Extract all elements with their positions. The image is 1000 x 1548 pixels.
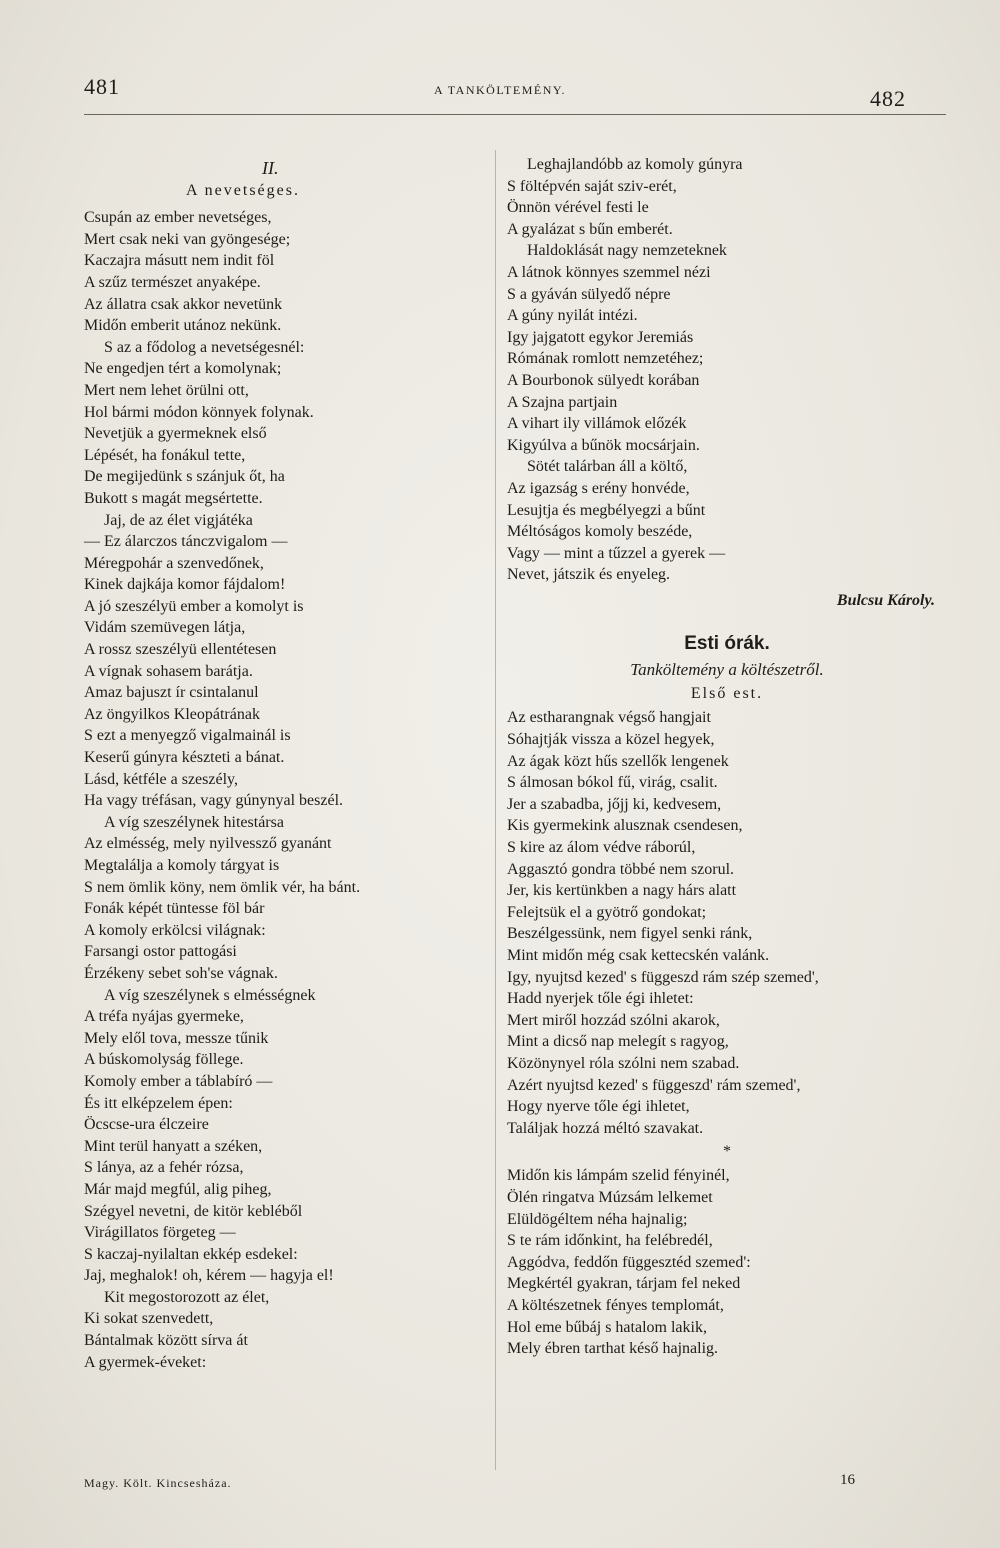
poem-line: Midőn kis lámpám szelid fényinél, (507, 1167, 730, 1185)
running-title: A TANKÖLTEMÉNY. (434, 83, 566, 97)
poem-line: A gyermek-éveket: (84, 1353, 207, 1371)
poem-line: A vígnak sohasem barátja. (84, 662, 253, 680)
poem-line: A Szajna partjain (507, 393, 618, 411)
poem-line: Bántalmak között sírva át (84, 1332, 248, 1350)
poem-line: Az ágak közt hűs szellők lengenek (507, 752, 729, 770)
poem-line: Lépését, ha fonákul tette, (84, 446, 246, 464)
poem-line: Ki sokat szenvedett, (84, 1310, 214, 1328)
poem-line: Az állatra csak akkor nevetünk (84, 295, 283, 313)
section-number: II. (262, 158, 279, 178)
poem-line: Haldoklását nagy nemzeteknek (527, 242, 727, 260)
header-rule (84, 114, 946, 115)
poem-line: Az estharangnak végső hangjait (507, 709, 711, 727)
poem-line: Ölén ringatva Múzsám lelkemet (507, 1188, 713, 1206)
poem-line: Aggódva, feddőn függesztéd szemed': (507, 1253, 751, 1271)
poem-line: A rossz szeszélyü ellentétesen (84, 641, 277, 659)
poem-line: A Bourbonok sülyedt korában (507, 371, 700, 389)
poem-line: S lánya, az a fehér rózsa, (84, 1159, 244, 1177)
poem-line: Kinek dajkája komor fájdalom! (84, 576, 286, 594)
poem-line: Mely ébren tarthat késő hajnalig. (507, 1340, 719, 1358)
right-column (507, 154, 947, 1360)
poem-line: Virágillatos förgeteg — (84, 1224, 236, 1242)
poem-line: Az igazság s erény honvéde, (507, 479, 690, 497)
poem-line: Csupán az ember nevetséges, (84, 209, 272, 227)
poem-line: S föltépvén saját sziv-erét, (507, 177, 677, 195)
poem-line: Öcscse-ura élczeire (84, 1116, 209, 1134)
part-title: Első est. (690, 685, 764, 703)
poem-line: A jó szeszélyü ember a komolyt is (84, 597, 304, 615)
poem-line: Jaj, meghalok! oh, kérem — hagyja el! (84, 1267, 334, 1285)
poem-line: Hol bármi módon könnyek folynak. (84, 403, 314, 421)
poem-line: Találjak hozzá méltó szavakat. (507, 1119, 704, 1137)
footer-source: Magy. Költ. Kincsesháza. (84, 1476, 232, 1490)
poem-line: Mert csak neki van gyöngesége; (84, 230, 291, 248)
poem-line: S álmosan bókol fű, virág, csalit. (507, 774, 718, 792)
poem-line: Szégyel nevetni, de kitör kebléből (84, 1202, 303, 1220)
poem-line: Hadd nyerjek tőle égi ihletet: (507, 990, 694, 1008)
poem-line: Méltóságos komoly beszéde, (507, 523, 693, 541)
poem-line: Vidám szemüvegen látja, (84, 619, 246, 637)
poem-line: Komoly ember a táblabíró — (84, 1072, 273, 1090)
poem-line: A költészetnek fényes templomát, (507, 1296, 724, 1314)
poem-line: Farsangi ostor pattogási (84, 943, 237, 961)
poem-line: Az öngyilkos Kleopátrának (84, 705, 260, 723)
poem-line: A búskomolyság föllege. (84, 1051, 244, 1069)
poem-line: Ha vagy tréfásan, vagy gúnynyal beszél. (84, 792, 344, 810)
poem-line: Rómának romlott nemzetéhez; (507, 350, 704, 368)
poem-line: S te rám időnkint, ha felébredél, (507, 1232, 713, 1250)
poem-line: Vagy — mint a tűzzel a gyerek — (507, 544, 726, 562)
poem-line: Lesujtja és megbélyegzi a bűnt (507, 501, 706, 519)
poem-line: Érzékeny sebet soh'se vágnak. (84, 964, 278, 982)
poem-line: Méregpohár a szenvedőnek, (84, 554, 264, 572)
poem-line: Mint midőn még csak kettecskén valánk. (507, 947, 770, 964)
poem-line: Jer a szabadba, jőjj ki, kedvesem, (507, 795, 722, 813)
page-number-left: 481 (84, 74, 120, 99)
left-column (84, 158, 489, 1373)
poem-line: Az elmésség, mely nyilvessző gyanánt (84, 835, 332, 853)
poem-line: Leghajlandóbb az komoly gúnyra (527, 156, 743, 173)
poem-line: Jaj, de az élet vigjátéka (104, 511, 253, 529)
poem-line: Jer, kis kertünkben a nagy hárs alatt (507, 882, 737, 900)
poem-line: Kis gyermekink alusznak csendesen, (507, 817, 743, 835)
poem-line: Nevet, játszik és enyeleg. (507, 566, 671, 584)
poem-line: A tréfa nyájas gyermeke, (84, 1008, 244, 1026)
poem-line: Bukott s magát megsértette. (84, 489, 263, 507)
poem-line: A látnok könnyes szemmel nézi (507, 263, 711, 281)
poem-line: A víg szeszélynek s elmésségnek (104, 986, 316, 1004)
poem-line: Kigyúlva a bűnök mocsárjain. (507, 436, 700, 454)
poem-line: S kire az álom védve ráborúl, (507, 839, 696, 857)
author-signature: Bulcsu Károly. (836, 591, 935, 609)
separator-asterisk: * (723, 1143, 731, 1161)
poem-line: Beszélgessünk, nem figyel senki ránk, (507, 925, 753, 943)
poem-line: Elüldögéltem néha hajnalig; (507, 1210, 688, 1228)
poem-line: S az a fődolog a nevetségesnél: (104, 338, 305, 356)
poem-line: Közönynyel róla szólni nem szabad. (507, 1054, 740, 1072)
page-number-right: 482 (870, 86, 906, 111)
poem-line: Igy jajgatott egykor Jeremiás (507, 328, 694, 346)
poem-line: Igy, nyujtsd kezed' s függeszd rám szép szemed', (507, 968, 819, 986)
poem-line: Mint a dicső nap melegít s ragyog, (507, 1033, 729, 1051)
poem-line: S a gyáván sülyedő népre (507, 285, 671, 303)
poem-line: A gyalázat s bűn emberét. (507, 220, 673, 238)
poem-line: Hogy nyerve tőle égi ihletet, (507, 1098, 690, 1116)
poem-line: Felejtsük el a gyötrő gondokat; (507, 903, 707, 921)
poem-line: Mely elől tova, messze tűnik (84, 1029, 269, 1047)
column-divider (495, 150, 496, 1470)
poem-line: Mert miről hozzád szólni akarok, (507, 1011, 720, 1029)
poem-line: Azért nyujtsd kezed' s függeszd' rám szemed', (507, 1076, 801, 1094)
poem-line: S nem ömlik köny, nem ömlik vér, ha bánt. (84, 878, 361, 896)
poem-line: Kaczajra másutt nem indit föl (84, 252, 275, 270)
poem-line: Megkértél gyakran, tárjam fel neked (507, 1275, 741, 1293)
poem-line: Hol eme bűbáj s hatalom lakik, (507, 1318, 707, 1336)
poem-line: — Ez álarczos tánczvigalom — (84, 533, 288, 551)
poem-line: A szűz természet anyaképe. (84, 273, 261, 291)
poem-line: Keserű gúnyra készteti a bánat. (84, 749, 285, 767)
poem-line: Amaz bajuszt ír csintalanul (84, 684, 259, 702)
poem-line: Midőn emberit utánoz nekünk. (84, 317, 282, 335)
footer-signature-mark: 16 (840, 1472, 855, 1488)
poem-line: A vihart ily villámok előzék (507, 415, 687, 433)
poem-line: Fonák képét tüntesse föl bár (84, 900, 265, 918)
section-subtitle: Tanköltemény a költészetről. (630, 660, 824, 680)
section-title: Esti órák. (684, 633, 770, 655)
poem-line: S kaczaj-nyilaltan ekkép esdekel: (84, 1245, 298, 1263)
poem-line: Ne engedjen tért a komolynak; (84, 360, 282, 378)
poem-line: A komoly erkölcsi világnak: (84, 921, 266, 939)
poem-line: Lásd, kétféle a szeszély, (84, 770, 238, 788)
poem-line: Aggasztó gondra többé nem szorul. (507, 860, 735, 878)
poem-line: A víg szeszélynek hitestársa (104, 813, 284, 831)
poem-line: Sötét talárban áll a költő, (527, 458, 688, 476)
poem-line: Mint terül hanyatt a széken, (84, 1137, 263, 1155)
poem-line: De megijedünk s szánjuk őt, ha (84, 468, 285, 486)
poem-title: A nevetséges. (186, 181, 300, 199)
poem-line: Sóhajtják vissza a közel hegyek, (507, 731, 715, 749)
poem-line: Megtalálja a komoly tárgyat is (84, 857, 280, 874)
poem-line: Kit megostorozott az élet, (104, 1288, 270, 1306)
poem-line: A gúny nyilát intézi. (507, 307, 638, 325)
poem-line: Már majd megfúl, alig piheg, (84, 1180, 272, 1198)
poem-line: Önnön vérével festi le (507, 199, 649, 217)
poem-line: S ezt a menyegző vigalmainál is (84, 727, 291, 745)
poem-line: És itt elképzelem épen: (84, 1094, 233, 1112)
poem-line: Mert nem lehet örülni ott, (84, 381, 249, 399)
poem-line: Nevetjük a gyermeknek első (84, 425, 267, 443)
